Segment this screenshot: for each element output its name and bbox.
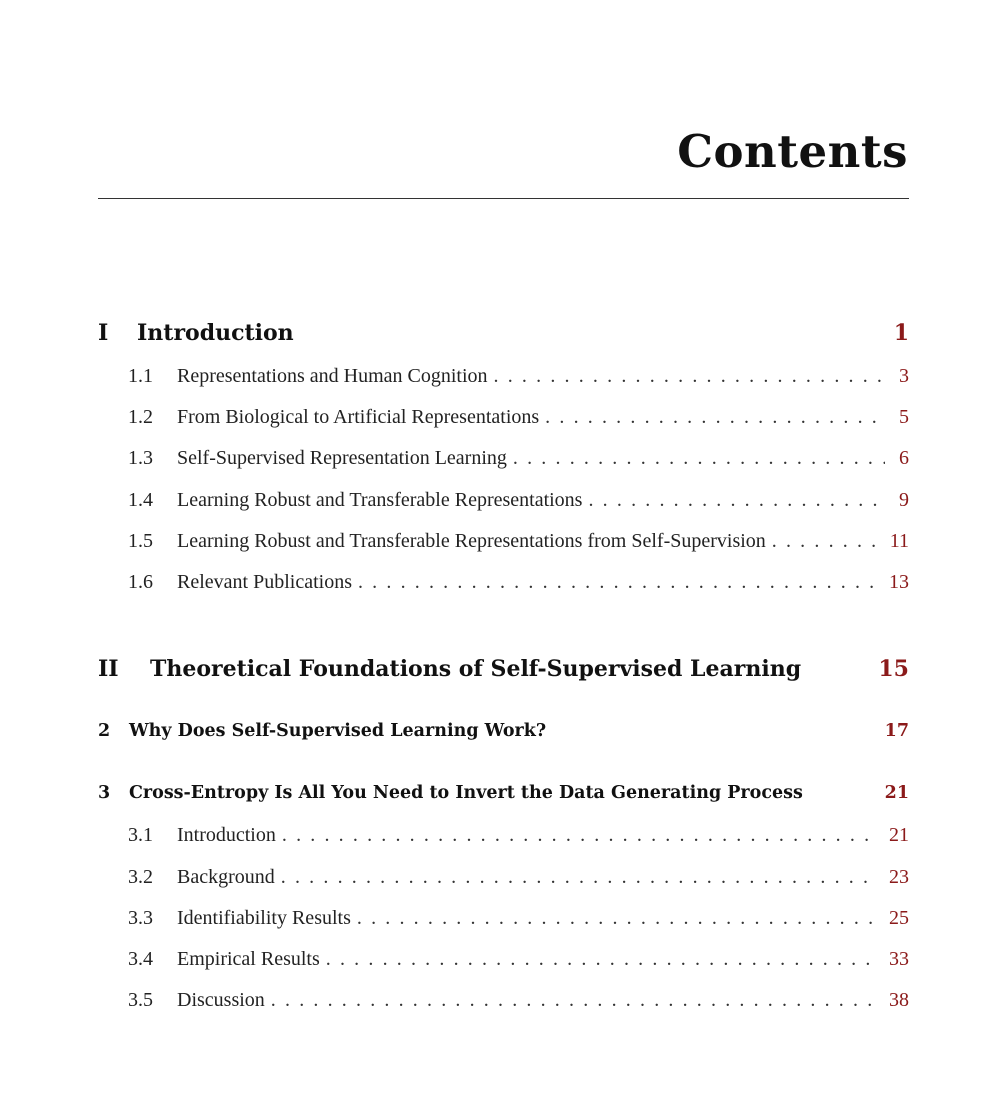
- toc-chapter-3[interactable]: [98, 783, 909, 809]
- dot-leader: [357, 907, 875, 930]
- dot-leader: [358, 571, 875, 594]
- page-number[interactable]: 23: [889, 866, 909, 888]
- chapter-title: Cross-Entropy Is All You Need to Invert the Data Generating Process: [129, 783, 803, 803]
- chapter-title: Why Does Self-Supervised Learning Work?: [129, 721, 547, 741]
- section-title: Discussion: [177, 989, 265, 1011]
- dot-leader: [282, 824, 875, 847]
- section-title: Background: [177, 866, 275, 888]
- page-number[interactable]: 3: [899, 365, 909, 387]
- dot-leader: [281, 866, 875, 889]
- part-title: Theoretical Foundations of Self-Supervised Learning: [150, 656, 802, 682]
- page-number[interactable]: 5: [899, 406, 909, 428]
- dot-leader: [588, 489, 885, 512]
- section-number: 3.1: [128, 824, 153, 846]
- part-title: Introduction: [137, 320, 294, 346]
- section-number: 3.5: [128, 989, 153, 1011]
- page-number[interactable]: 25: [889, 907, 909, 929]
- toc-section-1-3[interactable]: [128, 447, 909, 473]
- toc-section-3-4[interactable]: [128, 948, 909, 974]
- section-number: 3.3: [128, 907, 153, 929]
- toc-part-2[interactable]: [98, 656, 909, 686]
- dot-leader: [271, 989, 875, 1012]
- section-title: Empirical Results: [177, 948, 320, 970]
- section-title: Identifiability Results: [177, 907, 351, 929]
- toc-section-1-2[interactable]: [128, 406, 909, 432]
- page-number[interactable]: 13: [889, 571, 909, 593]
- section-title: From Biological to Artificial Representations: [177, 406, 540, 428]
- section-number: 1.5: [128, 530, 153, 552]
- section-title: Learning Robust and Transferable Representations from Self-Supervision: [177, 530, 766, 552]
- page-number[interactable]: 11: [889, 530, 909, 552]
- toc-chapter-2[interactable]: [98, 721, 909, 747]
- section-number: 1.2: [128, 406, 153, 428]
- dot-leader: [326, 948, 875, 971]
- section-number: 3.4: [128, 948, 153, 970]
- part-number: I: [98, 320, 109, 346]
- page-number[interactable]: 17: [884, 721, 909, 741]
- section-title: Relevant Publications: [177, 571, 352, 593]
- toc-section-1-1[interactable]: [128, 365, 909, 391]
- dot-leader: [494, 365, 885, 388]
- page-number[interactable]: 9: [899, 489, 909, 511]
- dot-leader: [545, 406, 885, 429]
- chapter-number: 2: [98, 721, 111, 741]
- toc-section-1-5[interactable]: [128, 530, 909, 556]
- section-title: Learning Robust and Transferable Representations: [177, 489, 583, 511]
- section-number: 1.4: [128, 489, 153, 511]
- toc-part-1[interactable]: [98, 320, 909, 350]
- section-number: 1.6: [128, 571, 153, 593]
- toc-section-3-5[interactable]: [128, 989, 909, 1015]
- chapter-number: 3: [98, 783, 111, 803]
- toc-section-3-2[interactable]: [128, 866, 909, 892]
- section-number: 3.2: [128, 866, 153, 888]
- dot-leader: [513, 447, 885, 470]
- part-number: II: [98, 656, 119, 682]
- page-number[interactable]: 21: [889, 824, 909, 846]
- page-number[interactable]: 33: [889, 948, 909, 970]
- page-number[interactable]: 1: [893, 320, 909, 346]
- page-number[interactable]: 38: [889, 989, 909, 1011]
- page-number[interactable]: 6: [899, 447, 909, 469]
- section-title: Representations and Human Cognition: [177, 365, 488, 387]
- page-title: Contents: [677, 125, 908, 178]
- section-number: 1.1: [128, 365, 153, 387]
- toc-section-3-3[interactable]: [128, 907, 909, 933]
- section-title: Self-Supervised Representation Learning: [177, 447, 507, 469]
- page-number[interactable]: 21: [884, 783, 909, 803]
- title-rule: [98, 198, 909, 199]
- toc-section-3-1[interactable]: [128, 824, 909, 850]
- toc-section-1-4[interactable]: [128, 489, 909, 515]
- page-number[interactable]: 15: [878, 656, 909, 682]
- section-title: Introduction: [177, 824, 276, 846]
- dot-leader: [772, 530, 876, 553]
- section-number: 1.3: [128, 447, 153, 469]
- toc-section-1-6[interactable]: [128, 571, 909, 597]
